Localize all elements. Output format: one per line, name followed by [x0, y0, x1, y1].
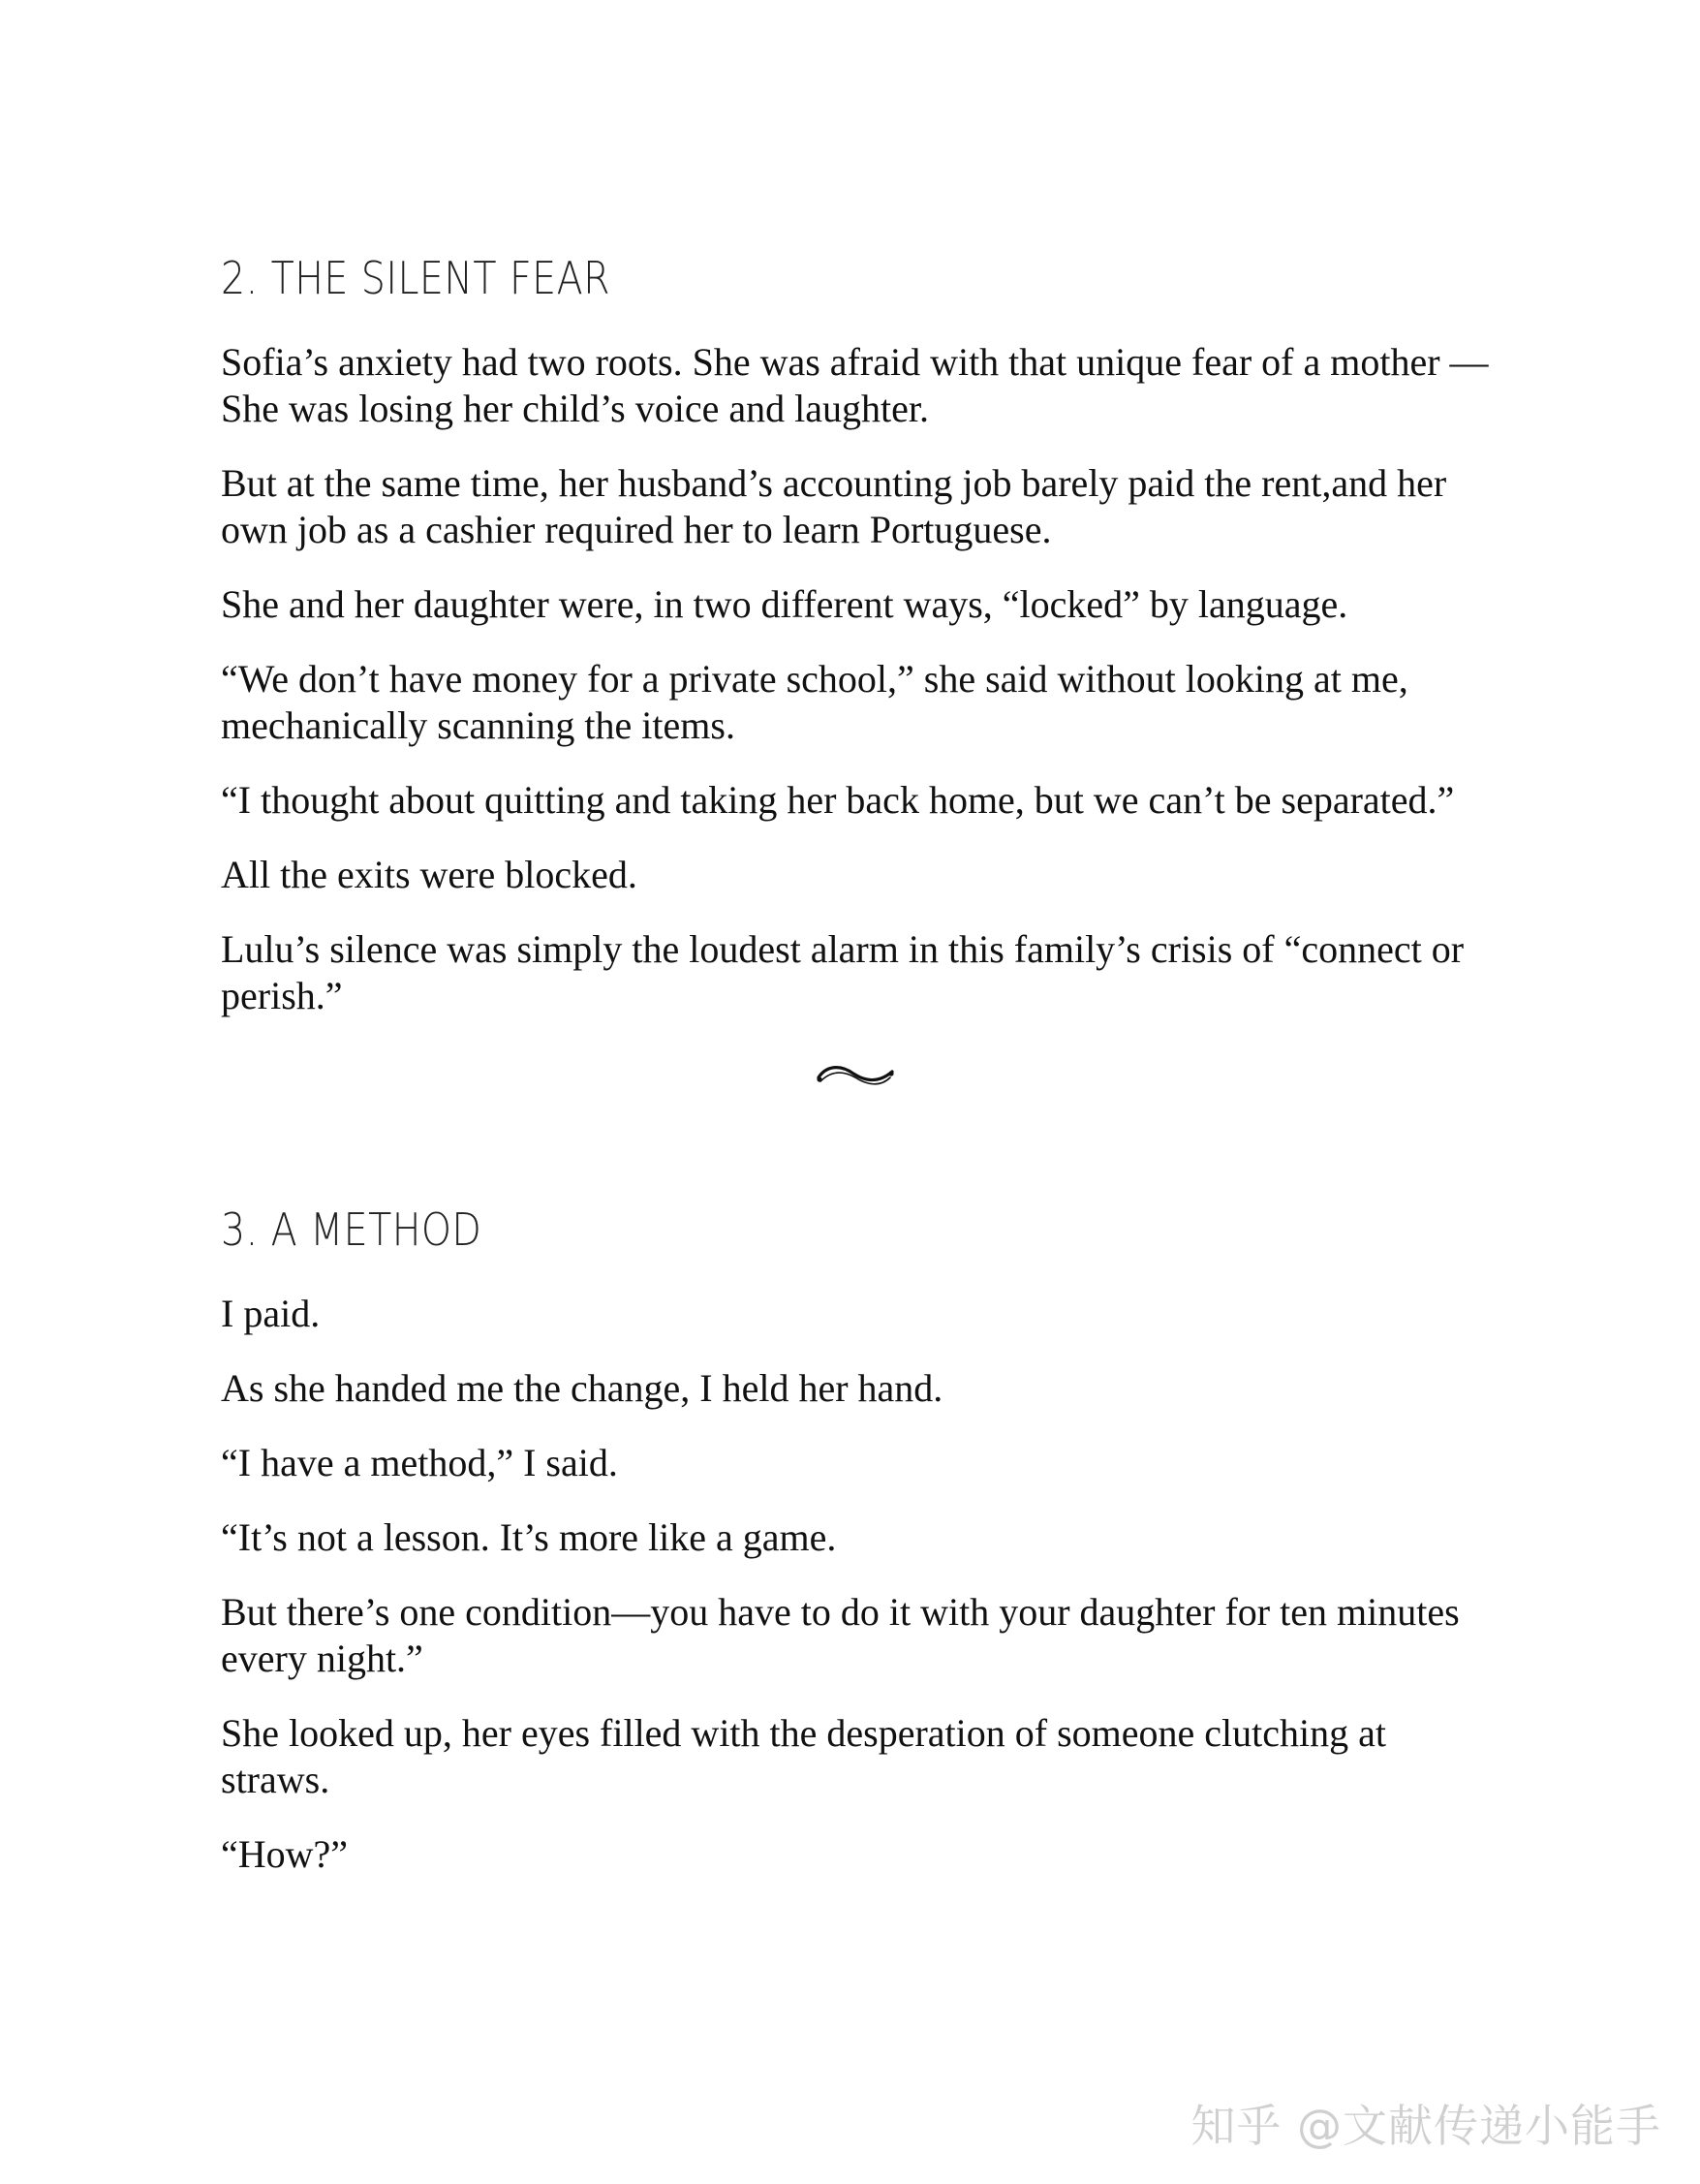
section-heading: 2. THE SILENT FEAR [221, 252, 610, 304]
section-a-method [221, 1203, 1490, 1878]
watermark: 知乎 @文献传递小能手 [1190, 2100, 1661, 2152]
section-silent-fear [221, 252, 1490, 1091]
paragraph: Lulu’s silence was simply the loudest alarm in this family’s crisis of “connect or perish.” [221, 927, 1465, 1017]
section-heading: 3. A METHOD [221, 1203, 482, 1256]
paragraph: She looked up, her eyes filled with the desperation of someone clutching at straws. [221, 1711, 1387, 1801]
paragraph: As she handed me the change, I held her hand. [221, 1366, 943, 1410]
paragraph: “It’s not a lesson. It’s more like a game. [221, 1515, 837, 1559]
paragraph: I paid. [221, 1292, 321, 1335]
document-page [221, 252, 1490, 1906]
paragraph: “We don’t have money for a private school,” she said without looking at me, mechanically scanning the items. [221, 657, 1408, 747]
paragraph: But at the same time, her husband’s accounting job barely paid the rent,and her own job as a cashier required her to learn Portuguese. [221, 461, 1447, 551]
paragraph: “How?” [221, 1832, 349, 1876]
paragraph: She and her daughter were, in two different ways, “locked” by language. [221, 582, 1348, 626]
swash-divider-icon [815, 1058, 896, 1091]
paragraph: “I thought about quitting and taking her back home, but we can’t be separated.” [221, 778, 1455, 822]
paragraph: “I have a method,” I said. [221, 1441, 618, 1484]
paragraph: Sofia’s anxiety had two roots. She was afraid with that unique fear of a mother — She was losing her child’s voice and laughter. [221, 340, 1489, 430]
paragraph: But there’s one condition—you have to do it with your daughter for ten minutes every night.” [221, 1590, 1460, 1680]
paragraph: All the exits were blocked. [221, 853, 637, 896]
